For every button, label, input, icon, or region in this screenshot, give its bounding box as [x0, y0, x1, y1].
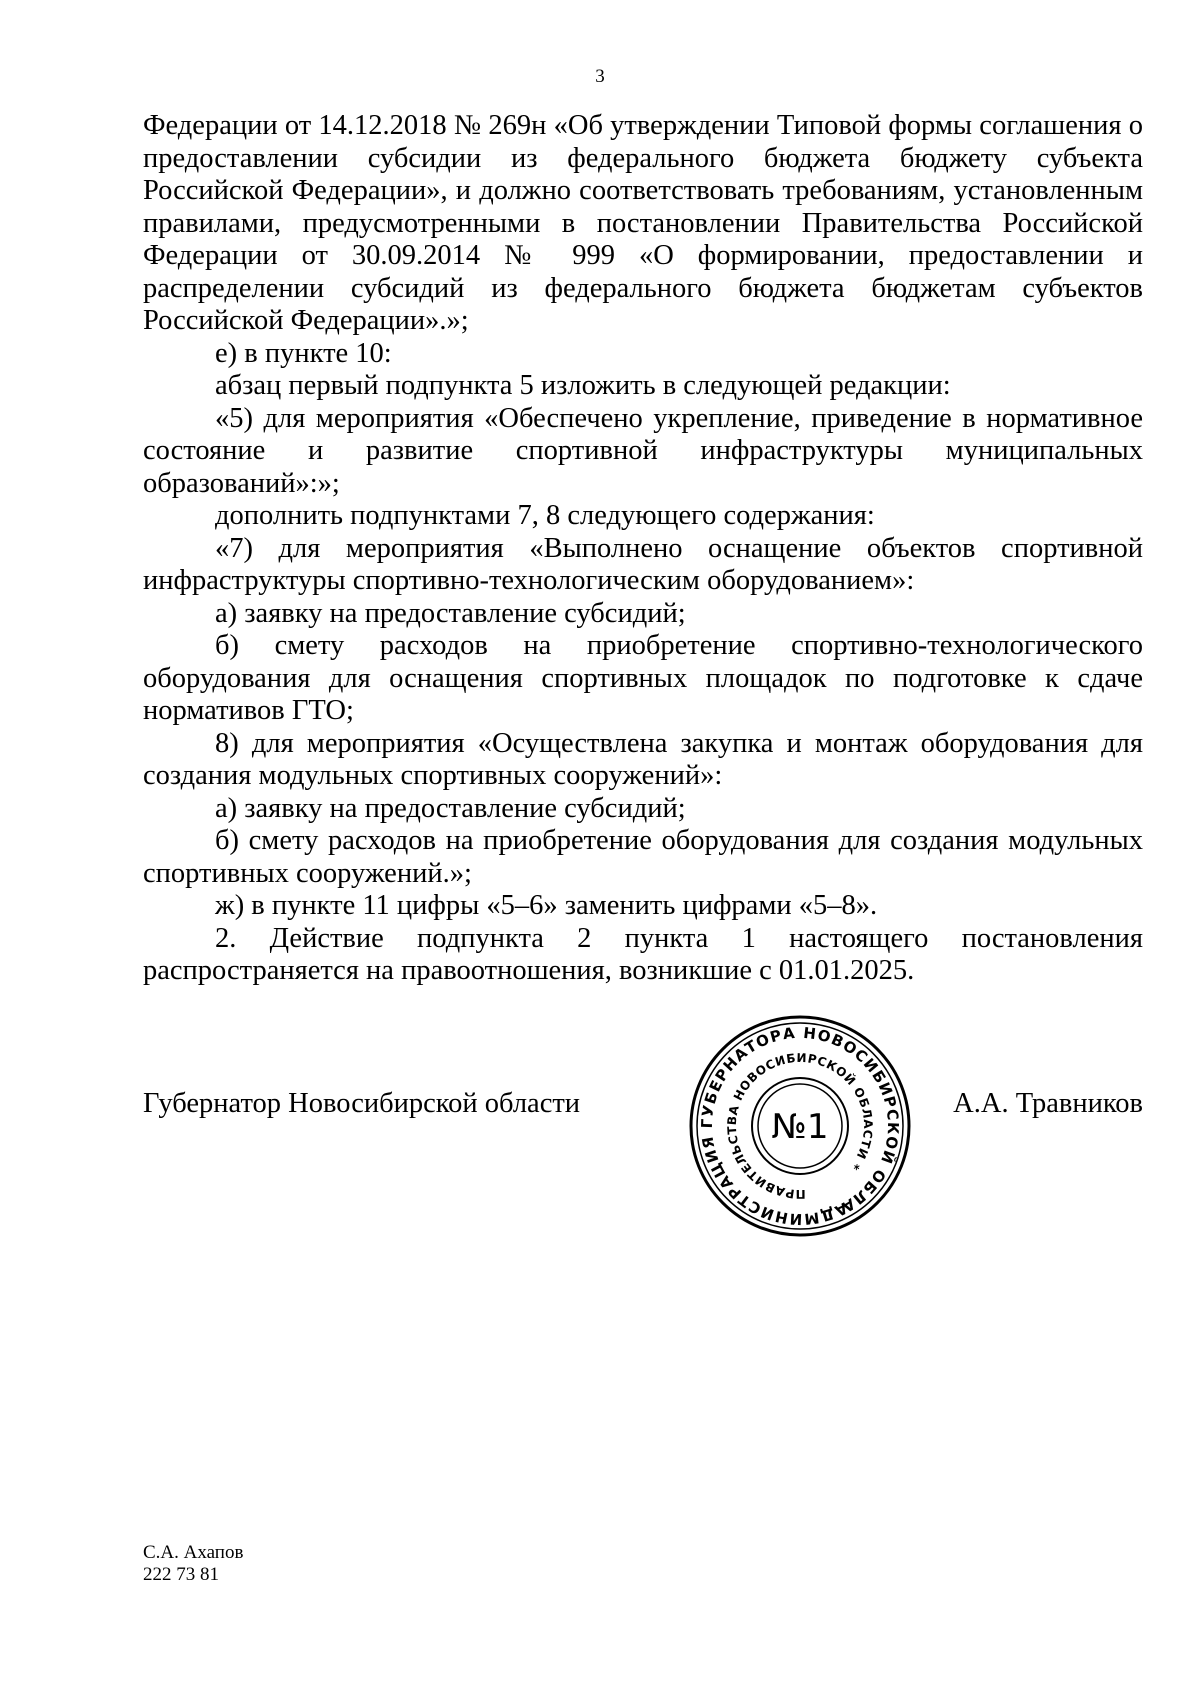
executor-info [143, 1542, 243, 1586]
executor-phone: 222 73 81 [143, 1564, 219, 1585]
executor-name: С.А. Ахапов [143, 1542, 244, 1563]
paragraph: е) в пункте 10: [215, 337, 392, 369]
paragraph: абзац первый подпункта 5 изложить в следующей редакции: [215, 370, 951, 401]
seal-number: №1 [771, 1107, 829, 1147]
document-body [143, 110, 1143, 988]
paragraph: «5) для мероприятия «Обеспечено укрепление, приведение в нормативное состояние и развитие спортивной инфраструктуры муниципальных образований»:»; [143, 402, 1143, 499]
signatory-title: Губернатор Новосибирской области [143, 1088, 581, 1119]
paragraph: 2. Действие подпункта 2 пункта 1 настоящего постановления распространяется на правоотношения, возникшие с 01.01.2025. [143, 922, 1143, 986]
page-number: 3 [595, 66, 605, 87]
seal-outer-text: АДМИНИСТРАЦИЯ ГУБЕРНАТОРА НОВОСИБИРСКОЙ ОБЛАСТИ [697, 1023, 903, 1229]
paragraph: б) смету расходов на приобретение оборудования для создания модульных спортивных сооружений.»; [143, 825, 1143, 889]
paragraph: дополнить подпунктами 7, 8 следующего содержания: [215, 500, 875, 531]
paragraph: Федерации от 14.12.2018 № 269н «Об утверждении Типовой формы соглашения о предоставлении субсидии из федерального бюджета бюджету субъекта Российской Федерации», и должно соответствовать требованиям, установленным правилами, предусмотренными в постановлении Правительства Российской Федерации от 30.09.2014 № 999 «О формировании, предоставлении и распределении субсидий из федерального бюджета бюджетам субъектов Российской Федерации».»; [143, 110, 1143, 336]
seal-inner-text: ПРАВИТЕЛЬСТВА НОВОСИБИРСКОЙ ОБЛАСТИ * [724, 1050, 876, 1202]
paragraph: а) заявку на предоставление субсидий; [215, 792, 686, 824]
official-seal [688, 1014, 912, 1238]
paragraph: «7) для мероприятия «Выполнено оснащение объектов спортивной инфраструктуры спортивно-технологическим оборудованием»: [143, 532, 1143, 596]
paragraph: б) смету расходов на приобретение спортивно-технологического оборудования для оснащения спортивных площадок по подготовке к сдаче нормативов ГТО; [143, 630, 1143, 726]
signatory-name: А.А. Травников [953, 1088, 1143, 1119]
paragraph: ж) в пункте 11 цифры «5–6» заменить цифрами «5–8». [215, 890, 878, 921]
paragraph: а) заявку на предоставление субсидий; [215, 597, 686, 629]
paragraph: 8) для мероприятия «Осуществлена закупка и монтаж оборудования для создания модульных спортивных сооружений»: [143, 727, 1143, 791]
